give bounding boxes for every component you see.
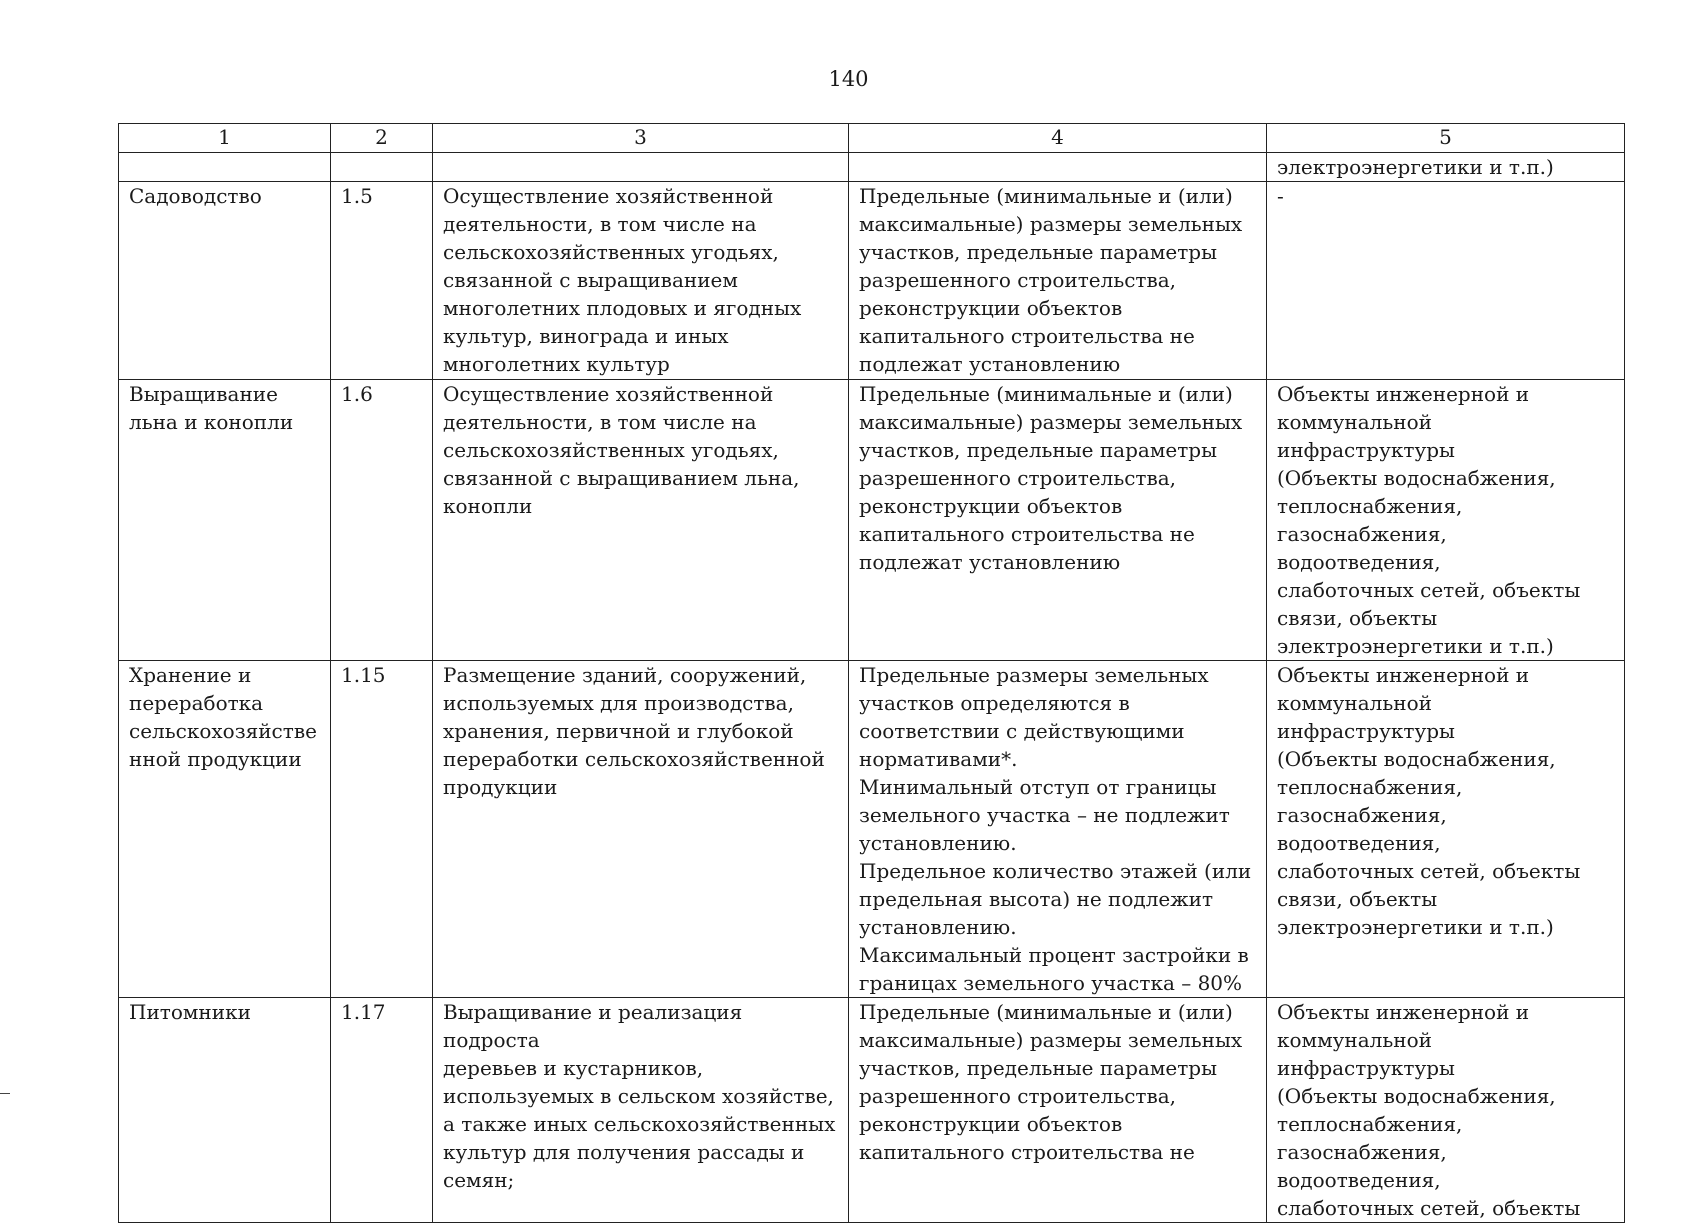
page-number: 140 [828,67,869,91]
table-cell: электроэнергетики и т.п.) [1267,153,1625,182]
table-cell [331,153,433,182]
table-row [119,998,1625,1223]
margin-mark [0,1093,10,1094]
header-cell: 3 [433,124,849,153]
row-parameters-cell: Предельные (минимальные и (или) максимальные) размеры земельных участков, предельные параметры разрешенного строительства, реконструкции объектов капитального строительства не [849,998,1267,1223]
table-row [119,182,1625,380]
row-code-cell: 1.17 [331,998,433,1223]
row-description-cell: Осуществление хозяйственной деятельности, в том числе на сельскохозяйственных угодьях, связанной с выращиванием льна, конопли [433,380,849,661]
row-parameters-cell: Предельные (минимальные и (или) максимальные) размеры земельных участков, предельные параметры разрешенного строительства, реконструкции объектов капитального строительства не подлежат установлению [849,380,1267,661]
header-cell: 5 [1267,124,1625,153]
table-row [119,380,1625,661]
row-auxiliary-cell: Объекты инженерной и коммунальной инфраструктуры (Объекты водоснабжения, теплоснабжения, газоснабжения, водоотведения, слаботочных сетей, объекты [1267,998,1625,1223]
row-name-cell: Выращивание льна и конопли [119,380,331,661]
row-name-cell: Питомники [119,998,331,1223]
row-name-cell: Садоводство [119,182,331,380]
table-cell [433,153,849,182]
row-name-cell: Хранение и переработка сельскохозяйстве нной продукции [119,661,331,998]
table-cell [849,153,1267,182]
header-cell: 4 [849,124,1267,153]
row-description-cell: Размещение зданий, сооружений, используемых для производства, хранения, первичной и глубокой переработки сельскохозяйственной продукции [433,661,849,998]
header-cell: 2 [331,124,433,153]
row-parameters-cell: Предельные размеры земельных участков определяются в соответствии с действующими нормативами*. Минимальный отступ от границы земельного участка – не подлежит установлению. Предельное количество этажей (или предельная высота) не подлежит установлению. Максимальный процент застройки в границах земельного участка – 80% [849,661,1267,998]
table-cell [119,153,331,182]
row-description-cell: Выращивание и реализация подроста деревьев и кустарников, используемых в сельском хозяйстве, а также иных сельскохозяйственных культур для получения рассады и семян; [433,998,849,1223]
row-auxiliary-cell: Объекты инженерной и коммунальной инфраструктуры (Объекты водоснабжения, теплоснабжения, газоснабжения, водоотведения, слаботочных сетей, объекты связи, объекты электроэнергетики и т.п.) [1267,380,1625,661]
row-code-cell: 1.6 [331,380,433,661]
row-code-cell: 1.15 [331,661,433,998]
row-description-cell: Осуществление хозяйственной деятельности, в том числе на сельскохозяйственных угодьях, связанной с выращиванием многолетних плодовых и ягодных культур, винограда и иных многолетних культур [433,182,849,380]
row-auxiliary-cell: Объекты инженерной и коммунальной инфраструктуры (Объекты водоснабжения, теплоснабжения, газоснабжения, водоотведения, слаботочных сетей, объекты связи, объекты электроэнергетики и т.п.) [1267,661,1625,998]
row-auxiliary-cell: - [1267,182,1625,380]
land-use-table [118,123,1625,1223]
continuation-row [119,153,1625,182]
header-cell: 1 [119,124,331,153]
row-parameters-cell: Предельные (минимальные и (или) максимальные) размеры земельных участков, предельные параметры разрешенного строительства, реконструкции объектов капитального строительства не подлежат установлению [849,182,1267,380]
table-row [119,661,1625,998]
row-code-cell: 1.5 [331,182,433,380]
table-header-row [119,124,1625,153]
